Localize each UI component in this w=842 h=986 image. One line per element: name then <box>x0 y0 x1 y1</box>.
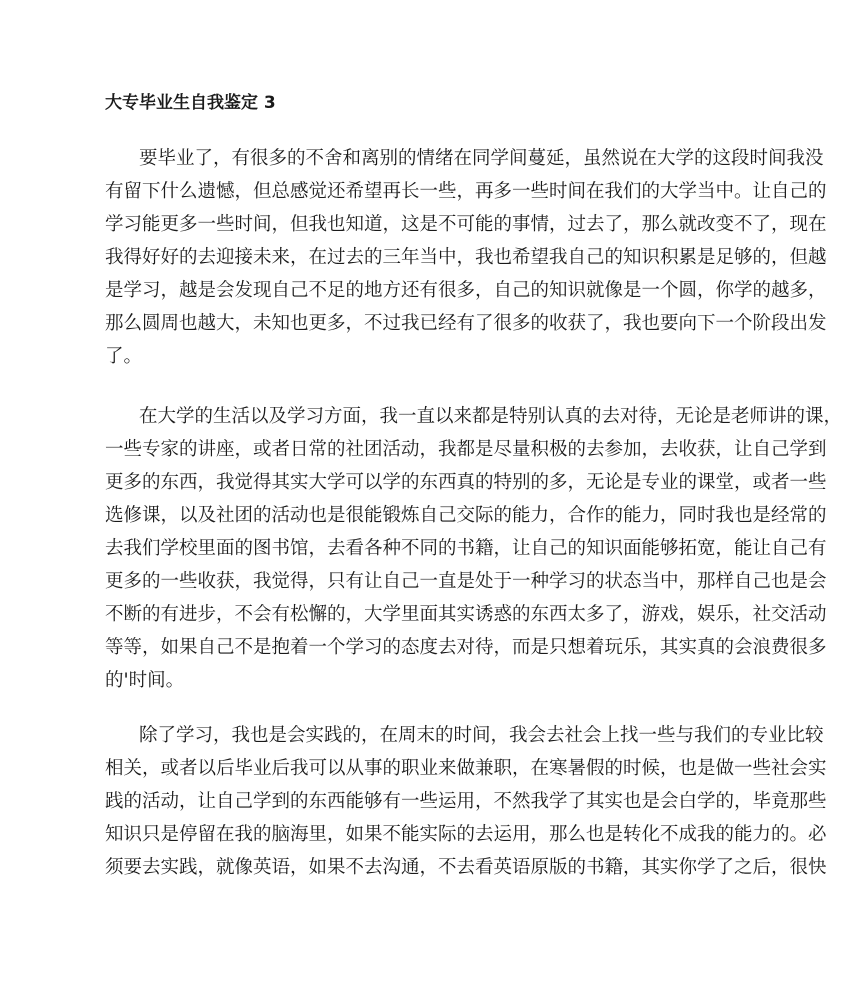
text-line: 了。 <box>105 346 143 367</box>
document-title: 大专毕业生自我鉴定 3 <box>105 93 276 113</box>
text-line: 相关，或者以后毕业后我可以从事的职业来做兼职，在寒暑假的时候，也是做一些社会实 <box>105 758 827 779</box>
text-line: 去我们学校里面的图书馆，去看各种不同的书籍，让自己的知识面能够拓宽，能让自己有 <box>105 538 827 559</box>
text-line: 的'时间。 <box>105 670 185 691</box>
paragraph-1 <box>105 142 827 373</box>
text-line: 更多的一些收获，我觉得，只有让自己一直是处于一种学习的状态当中，那样自己也是会 <box>105 571 827 592</box>
text-line: 不断的有进步，不会有松懈的，大学里面其实诱惑的东西太多了，游戏，娱乐，社交活动 <box>105 604 827 625</box>
text-line: 等等，如果自己不是抱着一个学习的态度去对待，而是只想着玩乐，其实真的会浪费很多 <box>105 637 827 658</box>
text-line: 除了学习，我也是会实践的，在周末的时间，我会去社会上找一些与我们的专业比较 <box>139 725 824 746</box>
text-line: 我得好好的去迎接未来，在过去的三年当中，我也希望我自己的知识积累是足够的，但越 <box>105 247 827 268</box>
text-line: 知识只是停留在我的脑海里，如果不能实际的去运用，那么也是转化不成我的能力的。必 <box>105 824 827 845</box>
text-line: 学习能更多一些时间，但我也知道，这是不可能的事情，过去了，那么就改变不了，现在 <box>105 214 827 235</box>
text-line: 是学习，越是会发现自己不足的地方还有很多，自己的知识就像是一个圆，你学的越多， <box>105 280 827 301</box>
paragraph-2 <box>105 400 842 697</box>
text-line: 在大学的生活以及学习方面，我一直以来都是特别认真的去对待，无论是老师讲的课， <box>139 406 842 427</box>
paragraph-3 <box>105 719 827 884</box>
text-line: 要毕业了，有很多的不舍和离别的情绪在同学间蔓延，虽然说在大学的这段时间我没 <box>139 148 824 169</box>
text-line: 选修课，以及社团的活动也是很能锻炼自己交际的能力，合作的能力，同时我也是经常的 <box>105 505 827 526</box>
text-line: 有留下什么遗憾，但总感觉还希望再长一些，再多一些时间在我们的大学当中。让自己的 <box>105 181 827 202</box>
text-line: 那么圆周也越大，未知也更多，不过我已经有了很多的收获了，我也要向下一个阶段出发 <box>105 313 827 334</box>
text-line: 更多的东西，我觉得其实大学可以学的东西真的特别的多，无论是专业的课堂，或者一些 <box>105 472 827 493</box>
text-line: 践的活动，让自己学到的东西能够有一些运用，不然我学了其实也是会白学的，毕竟那些 <box>105 791 827 812</box>
text-line: 一些专家的讲座，或者日常的社团活动，我都是尽量积极的去参加，去收获，让自己学到 <box>105 439 827 460</box>
text-line: 须要去实践，就像英语，如果不去沟通，不去看英语原版的书籍，其实你学了之后，很快 <box>105 857 827 878</box>
